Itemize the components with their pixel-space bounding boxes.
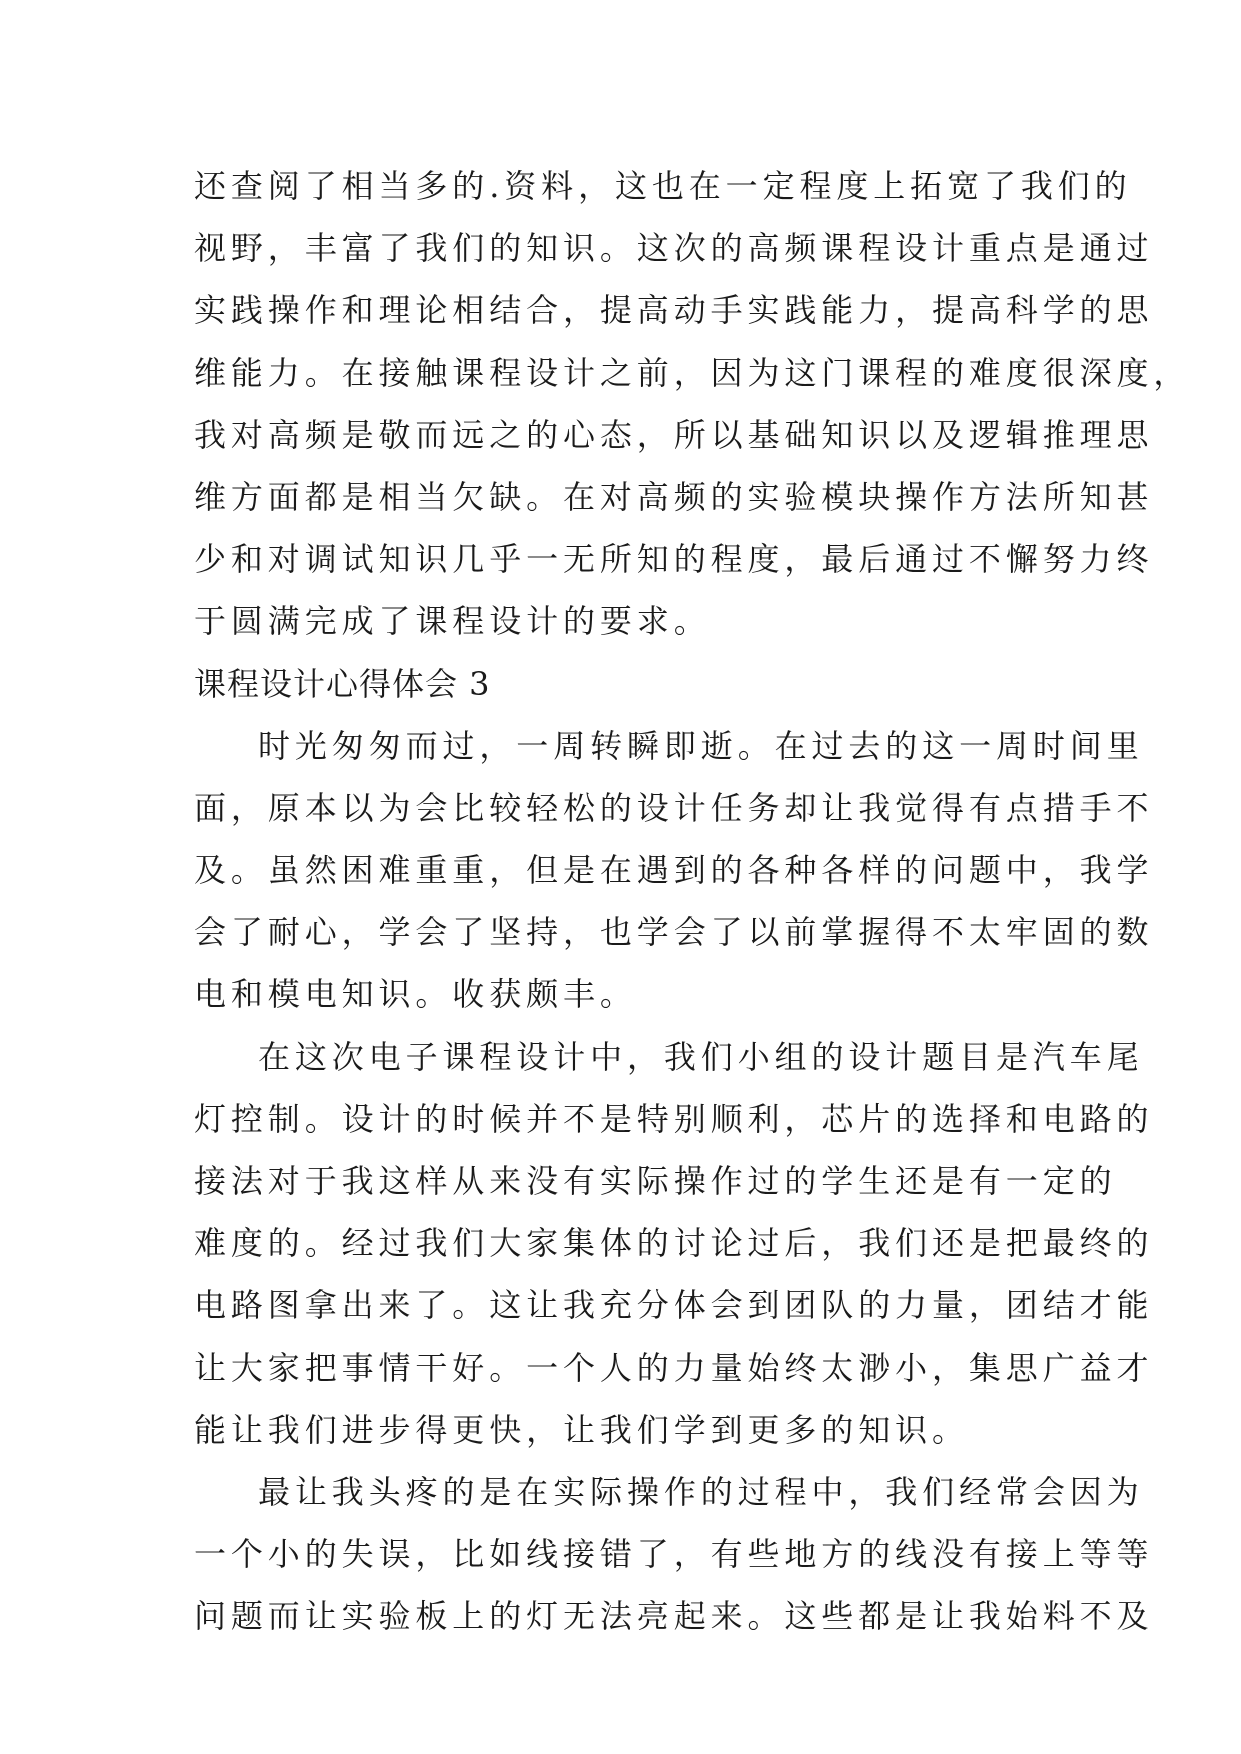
- text-line: 最让我头疼的是在实际操作的过程中，我们经常会因为: [258, 1472, 1144, 1511]
- text-line: 少和对调试知识几乎一无所知的程度，最后通过不懈努力终: [194, 540, 1154, 579]
- text-line: 维能力。在接触课程设计之前，因为这门课程的难度很深度，: [194, 353, 1191, 392]
- text-line: 维方面都是相当欠缺。在对高频的实验模块操作方法所知甚: [194, 477, 1154, 516]
- text-line: 电和模电知识。收获颇丰。: [194, 975, 637, 1014]
- text-line: 难度的。经过我们大家集体的讨论过后，我们还是把最终的: [194, 1224, 1154, 1263]
- text-line: 灯控制。设计的时候并不是特别顺利，芯片的选择和电路的: [194, 1099, 1154, 1138]
- text-line: 一个小的失误，比如线接错了，有些地方的线没有接上等等: [194, 1535, 1154, 1574]
- text-line: 实践操作和理论相结合，提高动手实践能力，提高科学的思: [194, 291, 1154, 330]
- paragraph-2: [194, 715, 1154, 1026]
- text-line: 能让我们进步得更快，让我们学到更多的知识。: [194, 1410, 969, 1449]
- text-line: 会了耐心，学会了坚持，也学会了以前掌握得不太牢固的数: [194, 913, 1154, 952]
- text-line: 在这次电子课程设计中，我们小组的设计题目是汽车尾: [258, 1037, 1144, 1076]
- text-line: 及。虽然困难重重，但是在遇到的各种各样的问题中，我学: [194, 851, 1154, 890]
- section-heading: 课程设计心得体会 3: [194, 664, 491, 703]
- paragraph-1: [194, 155, 1191, 653]
- text-line: 于圆满完成了课程设计的要求。: [194, 602, 711, 641]
- text-line: 电路图拿出来了。这让我充分体会到团队的力量，团结才能: [194, 1286, 1154, 1325]
- text-line: 接法对于我这样从来没有实际操作过的学生还是有一定的: [194, 1162, 1117, 1200]
- paragraph-4: [194, 1461, 1154, 1648]
- text-line: 问题而让实验板上的灯无法亮起来。这些都是让我始料不及: [194, 1597, 1154, 1636]
- text-line: 我对高频是敬而远之的心态，所以基础知识以及逻辑推理思: [194, 415, 1154, 454]
- document-body: [194, 155, 1191, 1648]
- text-line: 视野，丰富了我们的知识。这次的高频课程设计重点是通过: [194, 229, 1154, 268]
- text-line: 还查阅了相当多的.资料，这也在一定程度上拓宽了我们的: [194, 167, 1132, 205]
- paragraph-3: [194, 1026, 1154, 1461]
- text-line: 时光匆匆而过，一周转瞬即逝。在过去的这一周时间里: [258, 726, 1144, 765]
- text-line: 让大家把事情干好。一个人的力量始终太渺小，集思广益才: [194, 1348, 1154, 1387]
- text-line: 面，原本以为会比较轻松的设计任务却让我觉得有点措手不: [194, 788, 1154, 827]
